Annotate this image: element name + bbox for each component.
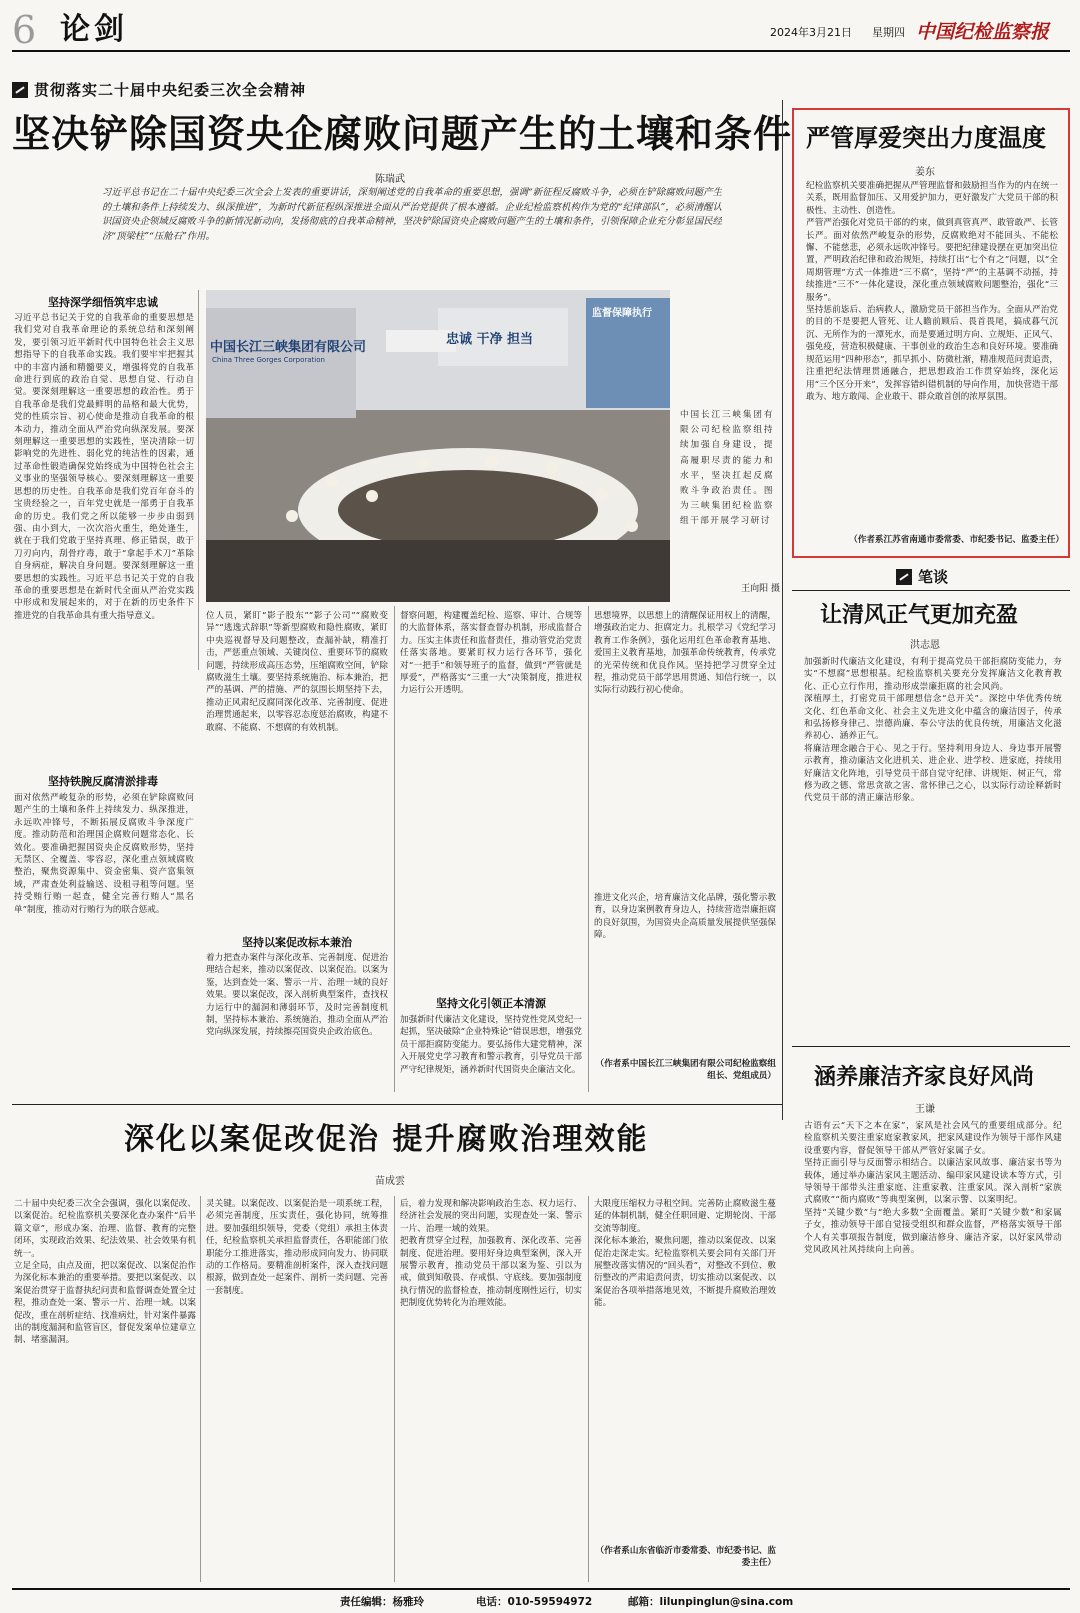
bottom-col1-text: 二十届中央纪委三次全会强调，强化以案促改、以案促治。纪检监察机关要深化查办案件“后半篇文章”，形成办案、治理、监督、教育的完整闭环，实现政治效果、纪法效果、社会效果有机统一。 立足全局，由点及面，把以案促改、以案促治作为深化标本兼治的重要举措。要把以案促改、以案促治贯穿于监督执纪问责和监督调查处置全过程，推动查处一案、警示一片、治理一域。以案促改，重在剖析症结、找准病灶，针对案件暴露出的制度漏洞和监管盲区，督促发案单位建章立制、堵塞漏洞。 bbox=[14, 1199, 196, 1346]
main-article-author: 陈瑞武 bbox=[375, 174, 405, 185]
news-photo bbox=[206, 290, 670, 602]
issue-date: 2024年3月21日 bbox=[770, 26, 852, 39]
bitan-article2-title: 涵养廉洁齐家良好风尚 bbox=[814, 1064, 1035, 1090]
photo-credit: 王向阳 摄 bbox=[741, 584, 780, 594]
photo-wall-text: 监督保障执行 bbox=[592, 308, 652, 319]
bitan-article1-title: 让清风正气更加充盈 bbox=[820, 602, 1019, 628]
column-rule bbox=[588, 606, 589, 1092]
section-heading: 坚持铁腕反腐清淤排毒 bbox=[48, 775, 158, 788]
bottom-col3-text: 后，着力发现和解决影响政治生态、权力运行、经济社会发展的突出问题，实现查处一案、警示一片、治理一域的效果。 把教育贯穿全过程，加强教育、深化改革、完善制度、促进治理。要用好身边典型案例，深入开展警示教育，推动党员干部以案为鉴、引以为戒，做到知敬畏、存戒惧、守底线。要加强制度执行情况的监督检查，推动制度刚性运行，切实把制度优势转化为治理效能。 bbox=[400, 1199, 582, 1309]
sidebar-title: 严管厚爱突出力度温度 bbox=[806, 123, 1046, 152]
attendee bbox=[416, 458, 428, 470]
attendee bbox=[596, 488, 608, 500]
footer-email: 邮箱：lilunpinglun@sina.com bbox=[628, 1596, 794, 1608]
main-col1b-text: 面对依然严峻复杂的形势，必须在铲除腐败问题产生的土壤和条件上持续发力、纵深推进，永远吹冲锋号，不断拓展反腐败斗争深度广度。推动防范和治理国企腐败问题常态化、长效化。要准确把握国资央企反腐败形势，坚持无禁区、全覆盖、零容忍，深化重点领域腐败整治，聚焦资源集中、资金密集、资产富集领域，严肃查处利益输送、设租寻租等问题。坚持受贿行贿一起查，健全完善行贿人“黑名单”制度，推动对行贿行为的联合惩戒。 bbox=[14, 793, 194, 915]
attendee bbox=[626, 520, 638, 532]
bottom-article-title: 深化以案促改促治 提升腐败治理效能 bbox=[124, 1122, 649, 1157]
section-heading: 坚持文化引领正本清源 bbox=[436, 997, 546, 1010]
main-col2-text: 位人员，紧盯“影子股东”“影子公司”“腐败变异”“逃逸式辞职”等新型腐败和隐性腐败，紧盯中央巡视督导及问题整改，查漏补缺，精准打击，严惩重点领域、关键岗位、重要环节的腐败问题，持续形成高压态势，压缩腐败空间，铲除腐败滋生土壤。要坚持系统施治、标本兼治，把严的基调、严的措施、严的氛围长期坚持下去，推动正风肃纪反腐同深化改革、完善制度、促进治理贯通起来，以零容忍态度惩治腐败，构建不敢腐、不能腐、不想腐的有效机制。 bbox=[206, 611, 388, 733]
bottom-article-credit: （作者系山东省临沂市委常委、市纪委书记、监委主任） bbox=[595, 1546, 776, 1569]
footer-rule bbox=[12, 1588, 1070, 1590]
section-heading: 坚持深学细悟筑牢忠诚 bbox=[48, 296, 158, 309]
attendee bbox=[286, 510, 298, 522]
bottom-article-author: 苗成雲 bbox=[375, 1176, 405, 1187]
bottom-col4-text: 大限度压缩权力寻租空间。完善防止腐败滋生蔓延的体制机制，健全任职回避、定期轮岗、干部交流等制度。 深化标本兼治，聚焦问题，推动以案促改、以案促治走深走实。纪检监察机关要会同有关部门开展整改落实情况的“回头看”，对整改不到位、敷衍整改的严肃追责问责，切实推动以案促改、以案促治各项举措落地见效，不断提升腐败治理效能。 bbox=[594, 1199, 776, 1309]
sidebar-author: 姜东 bbox=[915, 167, 935, 178]
section-heading: 坚持以案促改标本兼治 bbox=[242, 936, 352, 949]
section-rule bbox=[12, 1104, 782, 1105]
column-rule bbox=[200, 1196, 201, 1582]
main-article-lead: 习近平总书记在二十届中央纪委三次全会上发表的重要讲话，深刻阐述党的自我革命的重要思想，强调“新征程反腐败斗争，必须在铲除腐败问题产生的土壤和条件上持续发力、纵深推进”，为新时代新征程纵深推进全面从严治党提供了根本遵循。企业纪检监察机构作为党的“纪律部队”，必须清醒认识国资央企领域反腐败斗争的新情况新动向，发扬彻底的自我革命精神，坚决铲除国资央企腐败问题产生的土壤和条件，引领保障企业充分彰显国民经济“顶梁柱”“压舱石”作用。 bbox=[102, 187, 722, 242]
bitan-label: 笔谈 bbox=[918, 568, 949, 586]
attendee bbox=[326, 475, 338, 487]
footer-editor: 责任编辑：杨雅玲 bbox=[340, 1596, 424, 1608]
column-rule bbox=[198, 290, 199, 670]
main-col1-text: 习近平总书记关于党的自我革命的重要思想是我们党对自我革命理论的系统总结和深刻阐发，要引领习近平新时代中国特色社会主义思想指导下的自我革命实践。我们要牢牢把握其中的丰富内涵和精髓要义，增强将党的自我革命进行到底的政治自觉、思想自觉、行动自觉。要深刻理解这一重要思想的政治性。勇于自我革命是我们党最鲜明的品格和最大优势，党的性质宗旨、初心使命是推动自我革命的根本动力，推动全面从严治党向纵深发展。要深刻理解这一重要思想的实践性，坚决清除一切影响党的先进性、弱化党的纯洁性的因素，通过革命性锻造确保党始终成为中国特色社会主义事业的坚强领导核心。要深刻理解这一重要思想的历史性。自我革命是我们党百年奋斗的宝贵经验之一，百年党史就是一部勇于自我革命的历史。我们党之所以能够一步步由弱到强、由小到大，一次次浴火重生，绝处逢生，就在于我们党敢于坚持真理、修正错误，敢于刀刃向内，刮骨疗毒，敢于“拿起手术刀”革除自身病症，解决自身问题。要深刻理解这一重要思想的实践性。习近平总书记关于党的自我革命的重要思想是在新时代全面从严治党实践中形成和发展起来的，对于在新的历史条件下推进党的自我革命具有重大指导意义。 bbox=[14, 313, 194, 621]
photo-caption: 中国长江三峡集团有限公司纪检监察组持续加强自身建设，提高履职尽责的能力和水平，坚决扛起反腐败斗争政治责任。图为三峡集团纪检监察组干部开展学习研讨 bbox=[680, 410, 774, 527]
photo-signboard: 中国长江三峡集团有限公司 bbox=[210, 340, 367, 355]
column-rule bbox=[782, 100, 783, 1120]
section-rule bbox=[792, 1046, 1070, 1047]
main-article-credit: （作者系中国长江三峡集团有限公司纪检监察组组长、党组成员） bbox=[595, 1059, 776, 1082]
column-rule bbox=[588, 1196, 589, 1582]
bottom-col2-text: 灵关键。以案促改、以案促治是一项系统工程，必须完善制度，压实责任，强化协同，统筹推进。要加强组织领导，党委（党组）承担主体责任，纪检监察机关承担监督责任，各职能部门依职能分工推进落实，推动形成同向发力、协同联动的工作格局。要精准剖析案件，深入查找问题根源，做到查处一起案件、剖析一类问题、完善一套制度。 bbox=[206, 1199, 388, 1296]
attendee bbox=[366, 490, 378, 502]
page-number: 6 bbox=[12, 8, 37, 52]
column-rule bbox=[394, 1196, 395, 1582]
pen-icon bbox=[12, 82, 28, 98]
banner-label: 贯彻落实二十届中央纪委三次全会精神 bbox=[34, 81, 307, 99]
main-col3b-text: 加强新时代廉洁文化建设，坚持党性党风党纪一起抓，坚决破除“企业特殊论”错误思想，增强党员干部拒腐防变能力。要弘扬伟大建党精神，深入开展党史学习教育和警示教育，引导党员干部严守纪律规矩，涵养新时代国资央企廉洁文化。 bbox=[400, 1015, 582, 1075]
bitan-label-block bbox=[896, 566, 948, 587]
banner bbox=[12, 79, 306, 100]
main-col4-text: 思想境界，以思想上的清醒保证用权上的清醒，增强政治定力、拒腐定力。扎根学习《党纪学习教育工作条例》，强化运用红色革命教育基地、爱国主义教育基地，加强革命传统教育，传承党的光荣传统和优良作风。坚持把学习贯穿全过程，推动党员干部学思用贯通、知信行统一，以实际行动践行初心使命。 bbox=[594, 611, 776, 696]
issue-weekday: 星期四 bbox=[872, 26, 905, 39]
photo-signboard-en: China Three Gorges Corporation bbox=[212, 356, 325, 364]
column-rule bbox=[394, 606, 395, 1092]
main-col3-text: 督察问题，构建覆盖纪检、巡察、审计、合规等的大监督体系，落实督查督办机制，形成监督合力。压实主体责任和监督责任，推动管党治党责任落实落地。要紧盯权力运行各环节，强化对“一把手”和领导班子的监督，做到“严管就是厚爱”，严格落实“三重一大”决策制度，推进权力运行公开透明。 bbox=[400, 611, 582, 696]
main-col4b-text: 推进文化兴企，培育廉洁文化品牌，强化警示教育，以身边案例教育身边人，持续营造崇廉拒腐的良好氛围，为国资央企高质量发展提供坚强保障。 bbox=[594, 893, 776, 941]
main-article-title: 坚决铲除国资央企腐败问题产生的土壤和条件 bbox=[12, 111, 793, 156]
sidebar-body: 纪检监察机关要准确把握从严管理监督和鼓励担当作为的内在统一关系，既用监督加压、又用爱护加力，更好激发广大党员干部的积极性、主动性、创造性。 严管严治强化对党员干部的约束，做到真管真严、敢管敢严、长管长严。面对依然严峻复杂的形势，反腐败绝对不能回头、不能松懈、不能慈悲，必须永远吹冲锋号。要把纪律建设摆在更加突出位置，严明政治纪律和政治规矩，持续打出“七个有之”问题，以“全周期管理”方式一体推进“三不腐”，坚持“严”的主基调不动摇，持续推进“三不”一体化建设，深化重点领域腐败问题整治，强化“三服务”。 坚持惩前毖后、治病救人，激励党员干部担当作为。全面从严治党的目的不是要把人管死、让人瞻前顾后、畏首畏尾，搞成暮气沉沉、无所作为的一潭死水，而是要通过明方向、立规矩、正风气、强免疫，营造积极健康、干事创业的政治生态和良好环境。要准确规范运用“四种形态”，抓早抓小、防微杜渐，精准规范问责追责，注重把纪法情理贯通融合，把思想政治工作贯穿始终，深化运用“三个区分开来”，发挥容错纠错机制的导向作用，加快营造干部敢为、地方敢闯、企业敢干、群众敢首创的浓厚氛围。 bbox=[806, 181, 1058, 402]
paper-name-logo: 中国纪检监察报 bbox=[916, 21, 1050, 43]
masthead-rule bbox=[12, 50, 1070, 52]
section-rule bbox=[792, 590, 1070, 591]
bitan-article2-body: 古语有云“天下之本在家”，家风是社会风气的重要组成部分。纪检监察机关要注重家庭家教家风，把家风建设作为领导干部作风建设重要内容，督促领导干部从严管好家属子女。 坚持正面引导与反面警示相结合。以廉洁家风故事、廉洁家书等为载体，通过举办廉洁家风主题活动、编印家风建设读本等方式，引导领导干部带头注重家庭、注重家教、注重家风。深入剖析“家族式腐败”“衙内腐败”等典型案例，以案示警、以案明纪。 坚持“关键少数”与“绝大多数”全面覆盖。紧盯“关键少数”和家属子女，推动领导干部自觉接受组织和群众监督，严格落实领导干部个人有关事项报告制度，做到廉洁修身、廉洁齐家，以好家风带动党风政风社风持续向上向善。 bbox=[804, 1121, 1062, 1256]
bitan-article2-author: 王谦 bbox=[915, 1104, 935, 1115]
section-name: 论剑 bbox=[60, 12, 128, 47]
bitan-article1-author: 洪志恩 bbox=[910, 640, 940, 651]
sidebar-credit: （作者系江苏省南通市委常委、市纪委书记、监委主任） bbox=[849, 535, 1064, 545]
main-col2b-text: 着力把查办案件与深化改革、完善制度、促进治理结合起来，推动以案促改、以案促治。以案为鉴，达到查处一案、警示一片、治理一域的良好效果。要以案促改，深入剖析典型案件，查找权力运行中的漏洞和薄弱环节，及时完善制度机制，坚持标本兼治、系统施治，推动全面从严治党向纵深发展，持续擦亮国资央企政治底色。 bbox=[206, 953, 388, 1038]
photo-slogan: 忠诚 干净 担当 bbox=[446, 332, 534, 347]
bitan-article1-body: 加强新时代廉洁文化建设，有利于提高党员干部拒腐防变能力，夯实“不想腐”思想根基。纪检监察机关要充分发挥廉洁文化教育教化、正心立行作用，推动形成崇廉拒腐的社会风尚。 深植厚土，打密党员干部理想信念“总开关”。深挖中华优秀传统文化、红色革命文化、社会主义先进文化中蕴含的廉洁因子，传承和弘扬修身律己、崇德尚廉、奉公守法的优良传统，用廉洁文化滋养初心、涵养正气。 将廉洁理念融合于心、见之于行。坚持利用身边人、身边事开展警示教育，推动廉洁文化进机关、进企业、进学校、进家庭，持续用好廉洁文化阵地，引导党员干部自觉守纪律、讲规矩、树正气，常修为政之德、常思贪欲之害、常怀律己之心，以实际行动诠释新时代党员干部的清正廉洁形象。 bbox=[804, 657, 1062, 804]
footer-phone: 电话：010-59594972 bbox=[476, 1596, 593, 1608]
attendee bbox=[546, 462, 558, 474]
attendee bbox=[486, 456, 498, 468]
pen-icon bbox=[896, 569, 912, 585]
